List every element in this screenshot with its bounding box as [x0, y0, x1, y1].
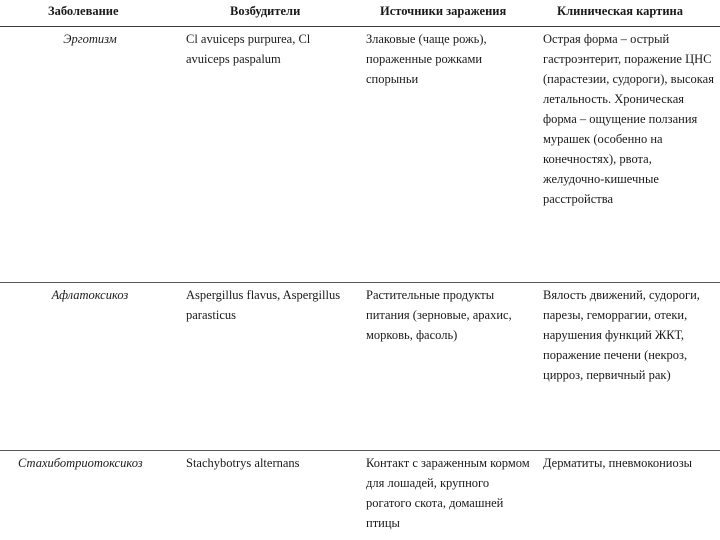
sources-cell: Растительные продукты питания (зерновые, арахис, морковь, фасоль) [360, 282, 537, 450]
pathogens-cell: Cl avuiceps purpurea, Cl avuiceps paspalum [186, 31, 311, 66]
header-sources: Источники заражения [360, 0, 537, 26]
disease-name: Стахиботриотоксикоз [0, 450, 180, 540]
pathogens-cell: Stachybotrys alternans [180, 450, 360, 540]
table-row [0, 450, 720, 540]
clinical-cell: Вялость движений, судороги, парезы, геморрагии, отеки, нарушения функций ЖКТ, поражение печени (некроз, цирроз, первичный рак) [537, 282, 720, 450]
table-body [0, 26, 720, 540]
table-row [0, 282, 720, 450]
sources-cell: Злаковые (чаще рожь), пораженные рожками спорыньи [366, 31, 487, 86]
disease-name: Афлатоксикоз [0, 282, 180, 450]
header-clinical: Клиническая картина [537, 0, 720, 26]
table-header [0, 0, 720, 26]
disease-name: Эрготизм [63, 31, 117, 46]
header-row [0, 0, 720, 26]
clinical-cell: Дерматиты, пневмокониозы [537, 450, 720, 540]
header-pathogens: Возбудители [180, 0, 360, 26]
clinical-cell: Острая форма – острый гастроэнтерит, поражение ЦНС (парастезии, судороги), высокая летальность. Хроническая форма – ощущение ползания мурашек (особенно на конечностях), рвота, желудочно-кишечные расстройства [543, 31, 714, 206]
pathogens-cell: Aspergillus flavus, Aspergillus parasticus [180, 282, 360, 450]
header-disease: Заболевание [0, 0, 180, 26]
sources-cell: Контакт с зараженным кормом для лошадей, крупного рогатого скота, домашней птицы [360, 450, 537, 540]
table-row [0, 26, 720, 282]
